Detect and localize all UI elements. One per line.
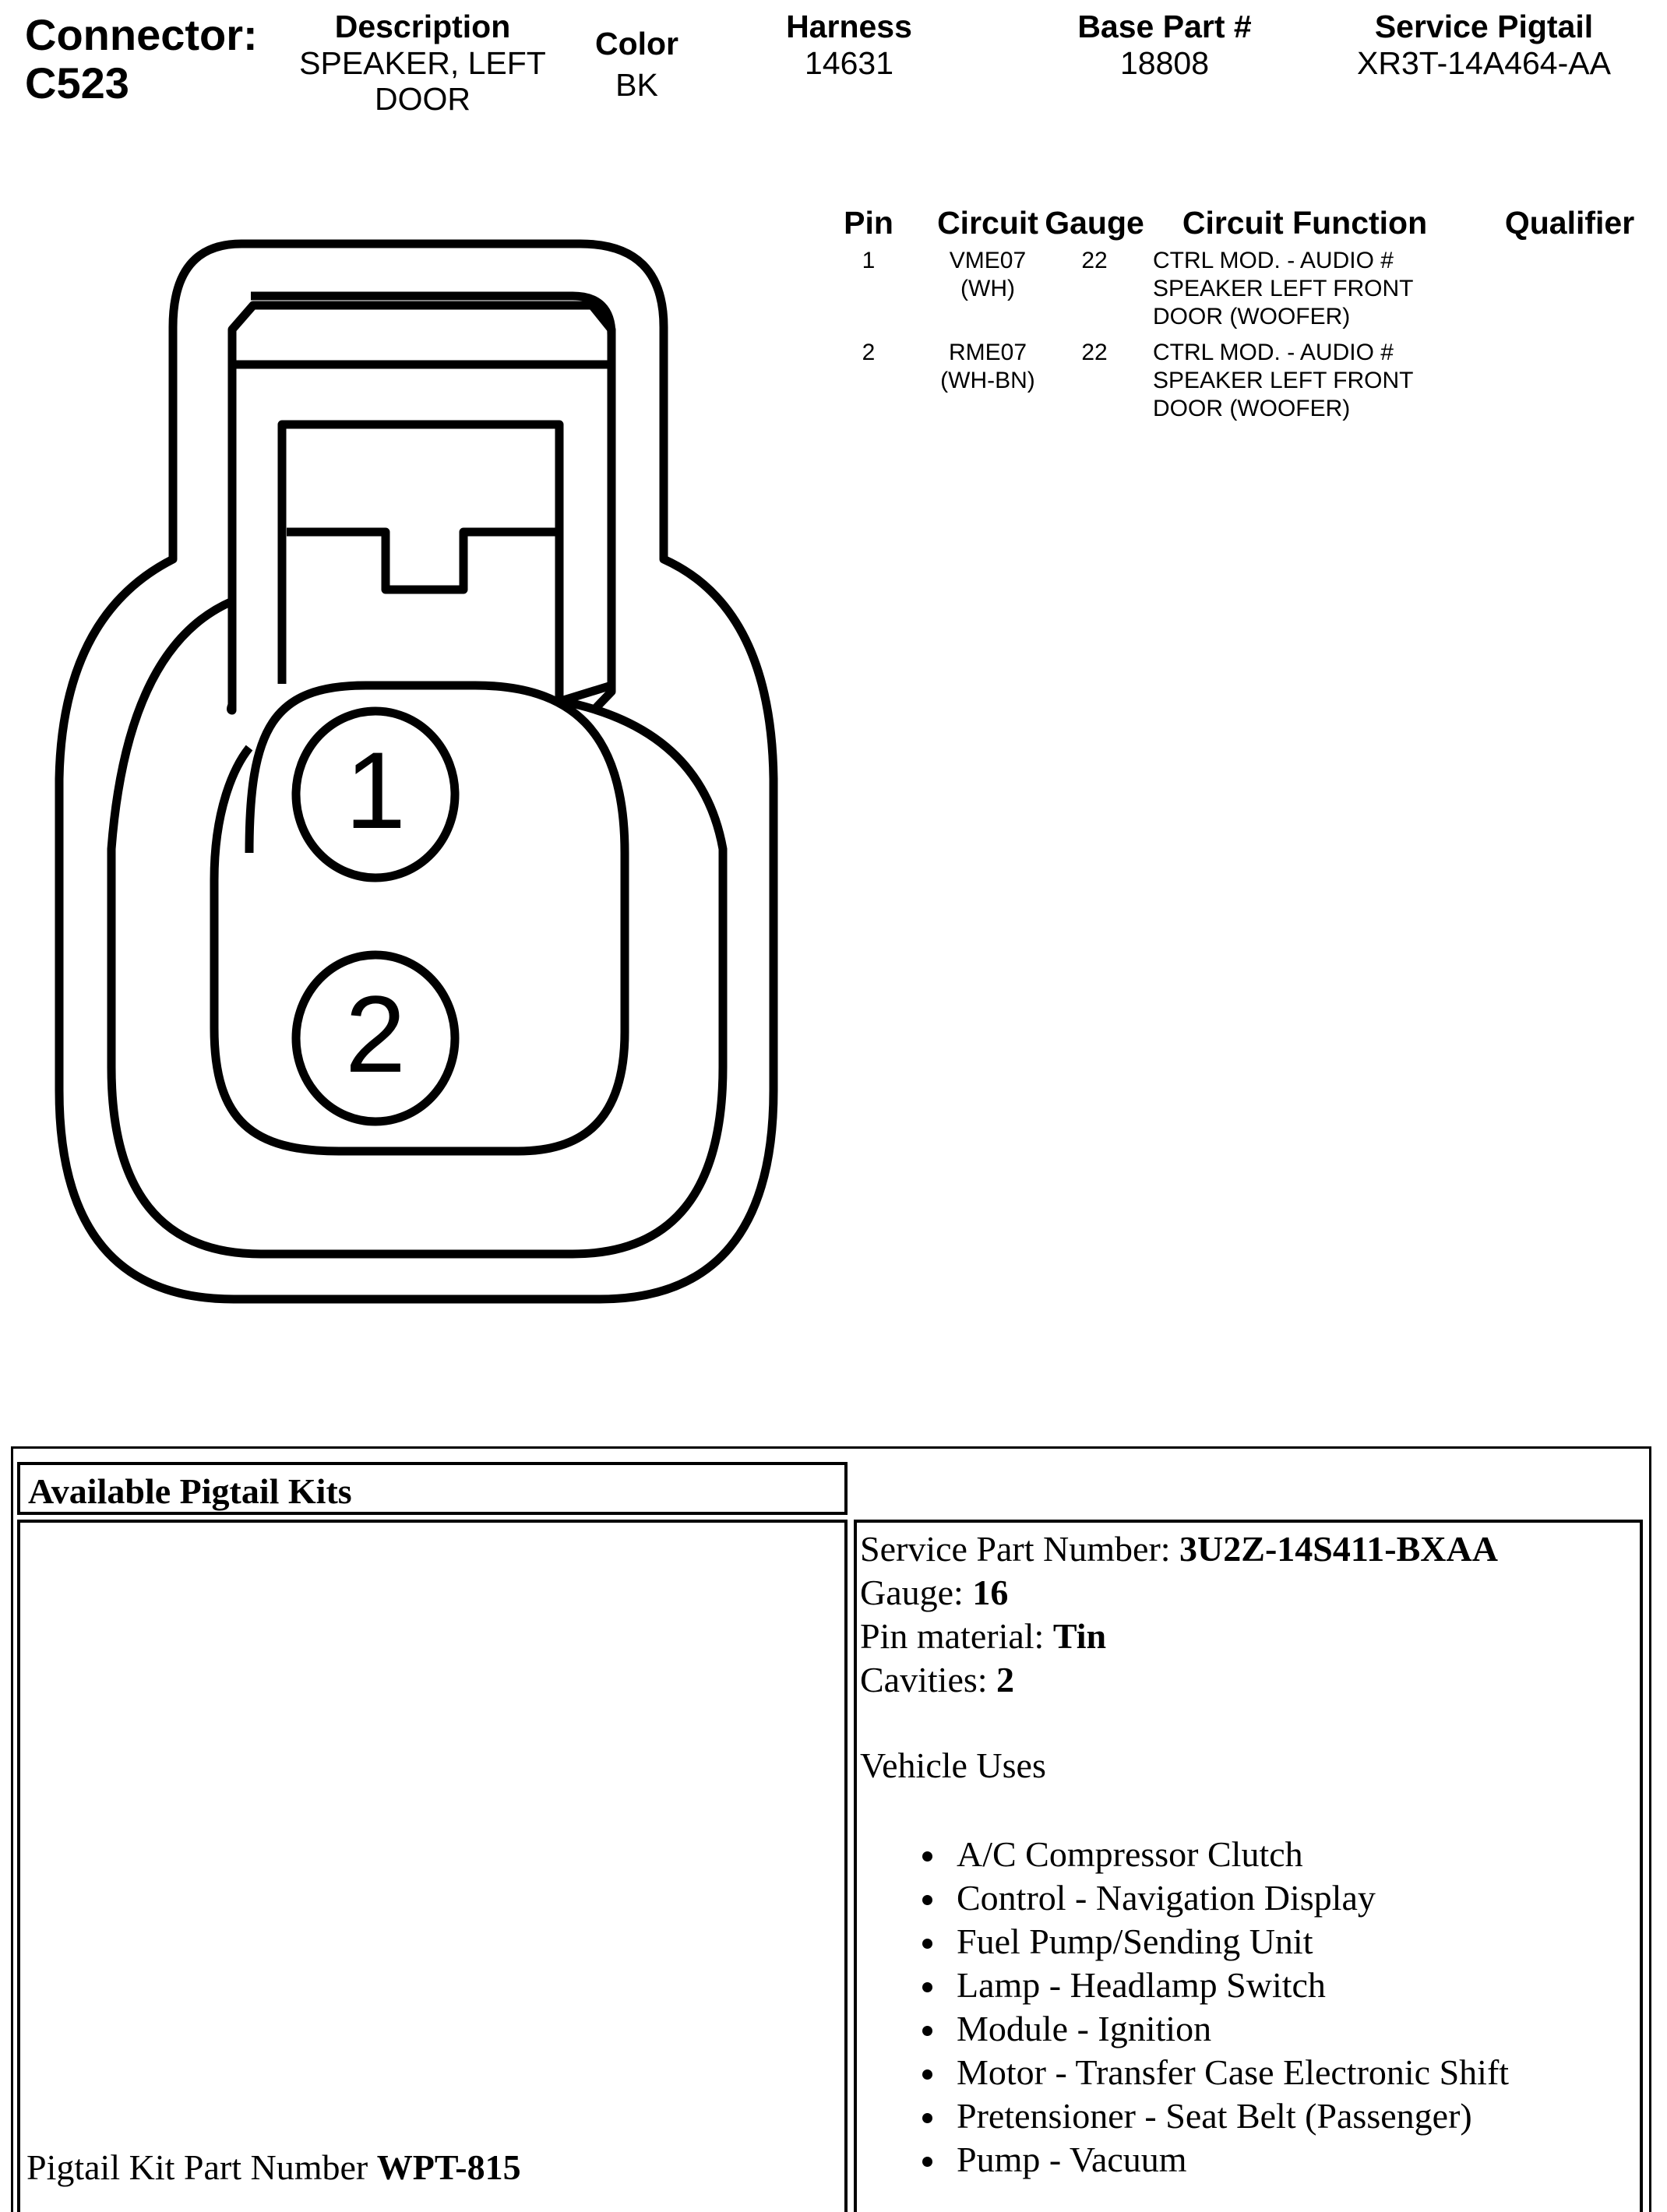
table-row-function [1153,339,1480,423]
connector-id: C523 [25,58,129,107]
harness-value: 14631 [804,45,893,81]
gauge-value: 16 [972,1573,1009,1612]
bullet-icon [922,1939,932,1949]
gauge-header: Gauge [1045,205,1144,241]
description-heading: Description [334,9,511,44]
pin-label-1: 1 [345,729,406,851]
list-item [860,2051,1639,2094]
service-pigtail-value: XR3T-14A464-AA [1357,45,1611,81]
vehicle-use: Control - Navigation Display [957,1878,1376,1918]
table-row-pin: 1 [862,248,876,273]
function-line: SPEAKER LEFT FRONT [1153,276,1414,301]
latch-notch [287,532,559,590]
base-part-value: 18808 [1119,45,1209,81]
kits-title: Available Pigtail Kits [28,1471,352,1511]
kit-details-cell [854,1520,1643,2212]
color-heading: Color [594,26,679,62]
list-item [860,1833,1639,1876]
table-row-gauge: 22 [1081,340,1108,365]
pin-material-label: Pin material: [860,1616,1053,1656]
pin-material-line [860,1615,1639,1658]
bullet-icon [922,1982,932,1992]
circuit-color: (WH) [960,276,1015,301]
table-row-pin: 2 [862,340,876,365]
vehicle-use: A/C Compressor Clutch [957,1834,1303,1874]
service-part-value: 3U2Z-14S411-BXAA [1179,1529,1498,1569]
description-value-line: SPEAKER, LEFT [299,45,546,81]
pin-table [837,204,1648,438]
circuit-function-header: Circuit Function [1182,205,1428,241]
list-item [860,1964,1639,2007]
gauge-line [860,1571,1639,1615]
service-part-label: Service Part Number: [860,1529,1180,1569]
vehicle-use: Motor - Transfer Case Electronic Shift [957,2052,1510,2092]
vehicle-use: Module - Ignition [957,2009,1212,2048]
cavities-label: Cavities: [860,1660,997,1700]
bullet-icon [922,2157,932,2167]
vehicle-uses-list [860,1833,1639,2182]
vehicle-use: Pump - Vacuum [957,2140,1187,2179]
cavities-line [860,1658,1639,1702]
base-part-heading: Base Part # [1077,9,1252,44]
bullet-icon [922,2113,932,2123]
bullet-icon [922,2026,932,2036]
connector-title [25,11,258,107]
function-line: SPEAKER LEFT FRONT [1153,368,1414,393]
housing-outer-outline [59,244,774,1299]
kit-part-label: Pigtail Kit Part Number [26,2147,377,2187]
pin-label-2: 2 [345,973,406,1095]
list-item [860,2138,1639,2182]
circuit-header: Circuit [937,205,1038,241]
cavities-value: 2 [996,1660,1015,1700]
service-pigtail-heading: Service Pigtail [1374,9,1594,44]
kits-title-cell [17,1462,848,1515]
service-part-line [860,1527,1639,1571]
terminal-face [214,685,625,1151]
description-value-line: DOOR [375,81,470,117]
qualifier-header: Qualifier [1504,205,1635,241]
table-row-function [1153,247,1480,331]
connector-face-diagram [0,218,826,1347]
header-service-pigtail [1324,8,1644,81]
header-description [280,8,565,117]
function-line: CTRL MOD. - AUDIO # [1153,248,1394,273]
kit-part-number [26,2146,521,2189]
vehicle-use: Fuel Pump/Sending Unit [957,1921,1313,1961]
pin-material-value: Tin [1052,1616,1107,1656]
bullet-icon [922,1895,932,1905]
color-value: BK [615,67,658,103]
bullet-icon [922,2069,932,2080]
pin-header: Pin [844,205,893,241]
list-item [860,1876,1639,1920]
list-item [860,2094,1639,2138]
table-row-gauge: 22 [1081,248,1108,273]
kit-part-value: WPT-815 [376,2147,521,2187]
vehicle-use: Pretensioner - Seat Belt (Passenger) [957,2096,1472,2136]
header-color [576,25,697,103]
harness-heading: Harness [786,9,912,44]
latch-tab [282,424,559,698]
vehicle-uses-heading: Vehicle Uses [860,1745,1046,1785]
header-harness [748,8,950,81]
kit-part-cell [17,1520,848,2212]
kit-details [860,1527,1639,2182]
function-line: DOOR (WOOFER) [1153,304,1351,329]
function-line: CTRL MOD. - AUDIO # [1153,340,1394,365]
connector-label: Connector: [25,10,258,59]
header-base-part [1036,8,1293,81]
list-item [860,2007,1639,2051]
circuit-id: RME07 [948,340,1027,365]
circuit-id: VME07 [949,248,1027,273]
vehicle-use: Lamp - Headlamp Switch [957,1965,1326,2005]
bullet-icon [922,1851,932,1862]
circuit-color: (WH-BN) [940,368,1035,393]
gauge-label: Gauge: [860,1573,973,1612]
function-line: DOOR (WOOFER) [1153,396,1351,421]
list-item [860,1920,1639,1964]
